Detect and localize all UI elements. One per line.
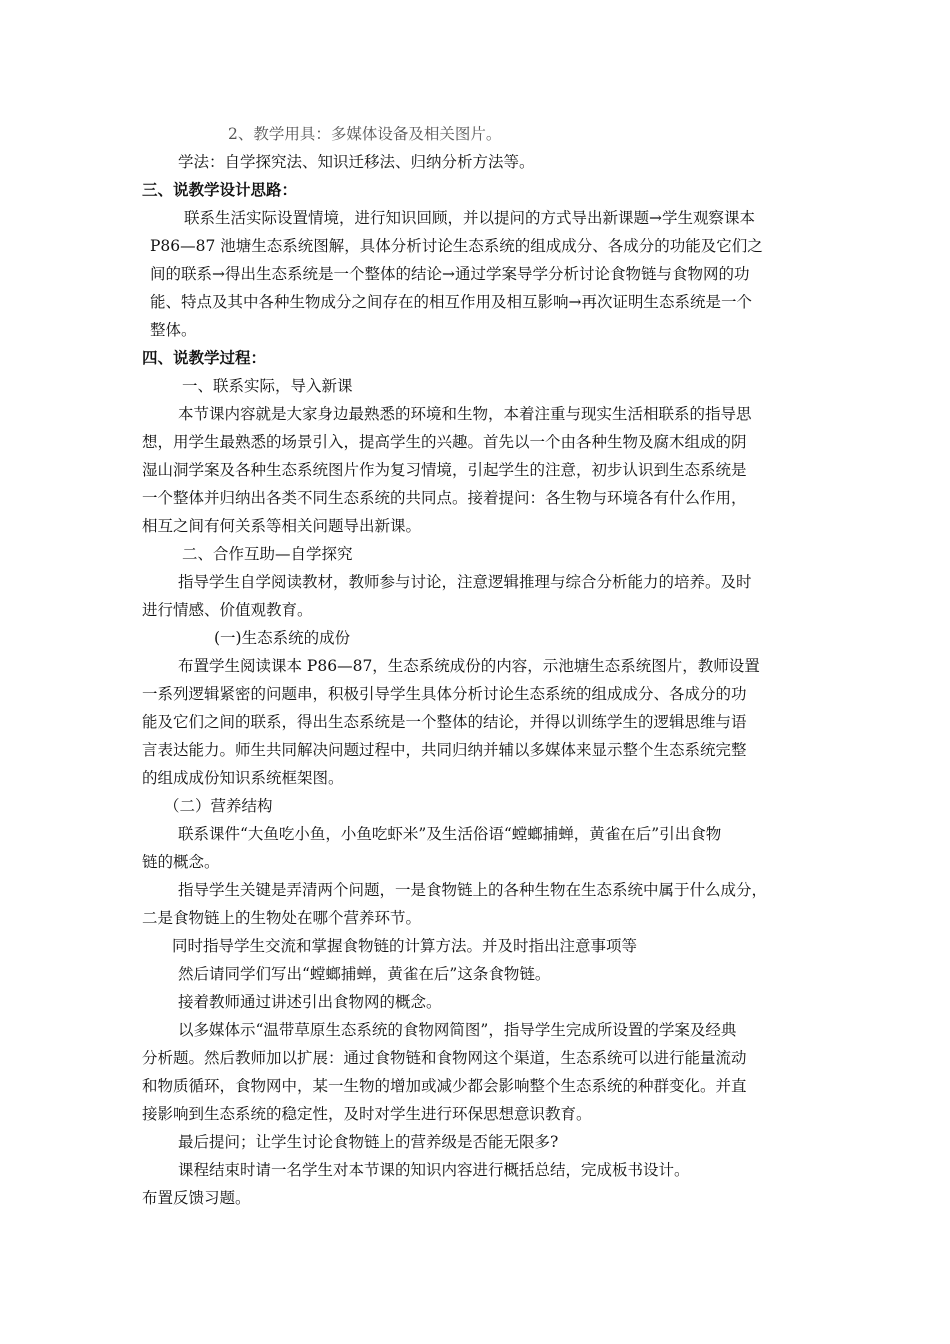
subsection-1-heading: 一、联系实际，导入新课 — [182, 377, 353, 395]
part-2-paragraph-line: 分析题。然后教师加以扩展：通过食物链和食物网这个渠道，生态系统可以进行能量流动 — [142, 1049, 747, 1067]
teaching-tools-line: 2、教学用具：多媒体设备及相关图片。 — [228, 125, 502, 143]
subsection-2-heading: 二、合作互助—自学探究 — [182, 545, 353, 563]
part-1-heading: (一)生态系统的成份 — [214, 629, 351, 647]
section-3-paragraph-line: 能、特点及其中各种生物成分之间存在的相互作用及相互影响→再次证明生态系统是一个 — [150, 293, 752, 311]
section-3-paragraph-line: 联系生活实际设置情境，进行知识回顾，并以提问的方式导出新课题→学生观察课本 — [184, 209, 755, 227]
part-2-paragraph-line: 同时指导学生交流和掌握食物链的计算方法。并及时指出注意事项等 — [172, 937, 638, 955]
section-3-paragraph-line: 间的联系→得出生态系统是一个整体的结论→通过学案导学分析讨论食物链与食物网的功 — [150, 265, 750, 283]
part-1-paragraph-line: 布置学生阅读课本 P86—87，生态系统成份的内容，示池塘生态系统图片，教师设置 — [178, 657, 760, 675]
subsection-2-paragraph-line: 指导学生自学阅读教材，教师参与讨论，注意逻辑推理与综合分析能力的培养。及时 — [178, 573, 752, 591]
subsection-2-paragraph-line: 进行情感、价值观教育。 — [142, 601, 313, 619]
section-3-paragraph-line: P86—87 池塘生态系统图解，具体分析讨论生态系统的组成成分、各成分的功能及它们之 — [150, 237, 763, 255]
part-1-paragraph-line: 的组成成份知识系统框架图。 — [142, 769, 344, 787]
part-2-paragraph-line: 接影响到生态系统的稳定性，及时对学生进行环保思想意识教育。 — [142, 1105, 592, 1123]
section-3-heading: 三、说教学设计思路： — [142, 180, 298, 199]
subsection-1-paragraph-line: 相互之间有何关系等相关问题导出新课。 — [142, 517, 422, 535]
part-2-heading: （二）营养结构 — [164, 797, 273, 815]
part-1-paragraph-line: 能及它们之间的联系，得出生态系统是一个整体的结论，并得以训练学生的逻辑思维与语 — [142, 713, 747, 731]
part-1-paragraph-line: 言表达能力。师生共同解决问题过程中，共同归纳并辅以多媒体来显示整个生态系统完整 — [142, 741, 747, 759]
summary-line: 课程结束时请一名学生对本节课的知识内容进行概括总结，完成板书设计。 — [178, 1161, 690, 1179]
learning-methods-line: 学法：自学探究法、知识迁移法、归纳分析方法等。 — [178, 153, 535, 171]
part-2-paragraph-line: 链的概念。 — [142, 853, 220, 871]
part-2-paragraph-line: 接着教师通过讲述引出食物网的概念。 — [178, 993, 442, 1011]
section-4-heading: 四、说教学过程： — [142, 348, 267, 367]
part-2-paragraph-line: 指导学生关键是弄清两个问题，一是食物链上的各种生物在生态系统中属于什么成分， — [178, 881, 768, 899]
part-2-paragraph-line: 和物质循环，食物网中，某一生物的增加或减少都会影响整个生态系统的种群变化。并直 — [142, 1077, 747, 1095]
final-question-line: 最后提问；让学生讨论食物链上的营养级是否能无限多? — [178, 1133, 559, 1151]
subsection-1-paragraph-line: 一个整体并归纳出各类不同生态系统的共同点。接着提问：各生物与环境各有什么作用， — [142, 489, 747, 507]
feedback-exercise-line: 布置反馈习题。 — [142, 1189, 251, 1207]
part-1-paragraph-line: 一系列逻辑紧密的问题串，积极引导学生具体分析讨论生态系统的组成成分、各成分的功 — [142, 685, 747, 703]
subsection-1-paragraph-line: 想，用学生最熟悉的场景引入，提高学生的兴趣。首先以一个由各种生物及腐木组成的阴 — [142, 433, 747, 451]
section-3-paragraph-line: 整体。 — [150, 321, 197, 339]
part-2-paragraph-line: 以多媒体示“温带草原生态系统的食物网简图”，指导学生完成所设置的学案及经典 — [178, 1021, 737, 1039]
subsection-1-paragraph-line: 本节课内容就是大家身边最熟悉的环境和生物，本着注重与现实生活相联系的指导思 — [178, 405, 752, 423]
subsection-1-paragraph-line: 湿山洞学案及各种生态系统图片作为复习情境，引起学生的注意，初步认识到生态系统是 — [142, 461, 747, 479]
part-2-paragraph-line: 二是食物链上的生物处在哪个营养环节。 — [142, 909, 422, 927]
part-2-paragraph-line: 联系课件“大鱼吃小鱼，小鱼吃虾米”及生活俗语“螳螂捕蝉，黄雀在后”引出食物 — [178, 825, 722, 843]
part-2-paragraph-line: 然后请同学们写出“螳螂捕蝉，黄雀在后”这条食物链。 — [178, 965, 551, 983]
